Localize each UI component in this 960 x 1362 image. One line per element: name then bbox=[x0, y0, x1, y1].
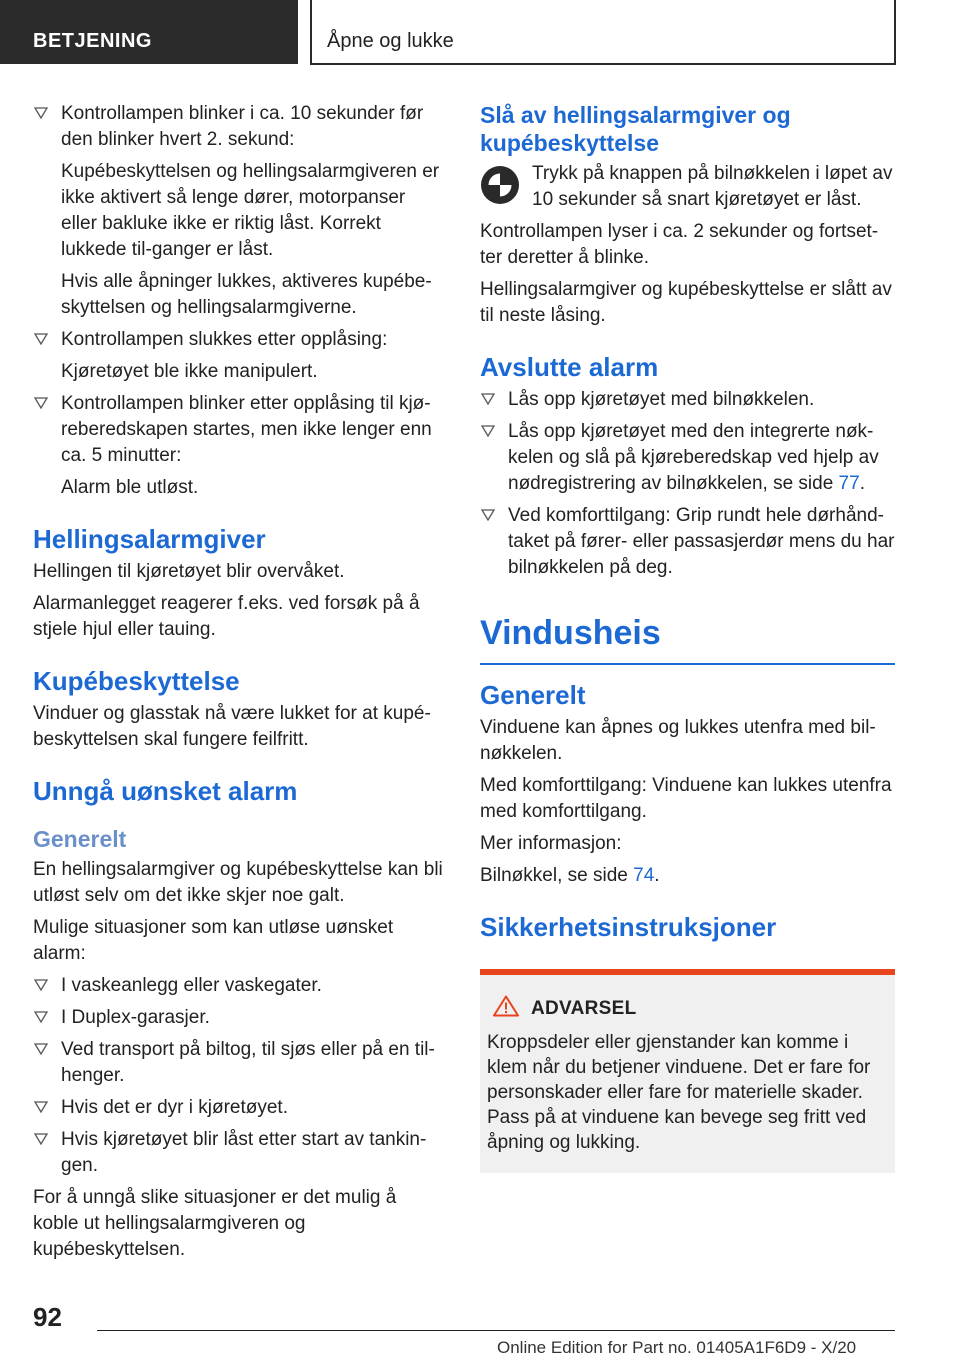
list-item-text: Kontrollampen blinker etter opplåsing til kjø-reberedskapen startes, men ikke lenger enn ca. 5 minutter: bbox=[61, 393, 432, 466]
list-item-text: Ved komforttilgang: Grip rundt hele dørhånd-taket på fører- eller passasjerdør mens du har bilnøkkelen på deg. bbox=[508, 505, 895, 578]
list-item bbox=[33, 1037, 445, 1089]
list-item-text: I vaskeanlegg eller vaskegater. bbox=[61, 975, 322, 996]
bullet-triangle-icon bbox=[481, 393, 495, 405]
paragraph: Hvis alle åpninger lukkes, aktiveres kupébe-skyttelsen og hellingsalarmgiverne. bbox=[61, 271, 432, 318]
footer-divider bbox=[97, 1330, 895, 1331]
paragraph: Alarmanlegget reagerer f.eks. ved forsøk på å stjele hjul eller tauing. bbox=[33, 593, 420, 640]
warning-text: Kroppsdeler eller gjenstander kan komme i klem når du betjener vinduene. Det er fare for personskader eller fare for materielle skader. Pass på at vinduene kan bevege seg fritt ved åpning og lukking. bbox=[487, 1032, 871, 1153]
list-item bbox=[33, 327, 445, 353]
list-item-text: Lås opp kjøretøyet med den integrerte nøk-kelen og slå på kjøreberedskap ved hjelp av nødregistrering av bilnøkkelen, se side bbox=[508, 421, 879, 494]
heading-vindusheis: Vindusheis bbox=[480, 611, 895, 665]
paragraph: Trykk på knappen på bilnøkkelen i løpet av 10 sekunder så snart kjøretøyet er låst. bbox=[532, 163, 893, 210]
punctuation: . bbox=[859, 473, 865, 494]
heading-sikkerhetsinstruksjoner: Sikkerhetsinstruksjoner bbox=[480, 912, 777, 942]
section-title: BETJENING bbox=[33, 30, 152, 52]
list-item bbox=[33, 391, 445, 469]
subheading-generelt: Generelt bbox=[33, 826, 127, 852]
warning-box bbox=[480, 969, 895, 1173]
paragraph: Hellingen til kjøretøyet blir overvåket. bbox=[33, 561, 345, 582]
list-item bbox=[33, 1127, 445, 1179]
paragraph: Kontrollampen lyser i ca. 2 sekunder og fortset-ter deretter å blinke. bbox=[480, 221, 879, 268]
warning-title: ADVARSEL bbox=[531, 997, 637, 1019]
list-item bbox=[480, 503, 895, 581]
right-column bbox=[480, 101, 895, 1173]
heading-generelt: Generelt bbox=[480, 680, 586, 710]
list-item bbox=[33, 1005, 445, 1031]
bullet-triangle-icon bbox=[481, 509, 495, 521]
page-link[interactable]: 74 bbox=[633, 865, 655, 886]
bmw-step bbox=[480, 161, 895, 213]
bullet-triangle-icon bbox=[481, 425, 495, 437]
list-item bbox=[480, 387, 895, 413]
paragraph: Med komforttilgang: Vinduene kan lukkes utenfra med komforttilgang. bbox=[480, 775, 892, 822]
bullet-triangle-icon bbox=[34, 107, 48, 119]
warning-header bbox=[493, 995, 887, 1022]
heading-avslutte-alarm: Avslutte alarm bbox=[480, 352, 659, 382]
paragraph: Vinduer og glasstak nå være lukket for at kupé-beskyttelsen skal fungere feilfritt. bbox=[33, 703, 431, 750]
list-item-text: Hvis kjøretøyet blir låst etter start av tankin-gen. bbox=[61, 1129, 427, 1176]
heading-sla-av: Slå av hellingsalarmgiver og kupébeskyttelse bbox=[480, 102, 791, 156]
paragraph: Alarm ble utløst. bbox=[61, 477, 199, 498]
situation-list bbox=[33, 973, 445, 1179]
paragraph: Kupébeskyttelsen og hellingsalarmgiveren er ikke aktivert så lenge dører, motorpanser eller bakluke ikke er riktig låst. Korrekt lukkede til-ganger er låst. bbox=[61, 161, 440, 260]
list-item-text: Ved transport på biltog, til sjøs eller på en til-henger. bbox=[61, 1039, 435, 1086]
page-number: 92 bbox=[33, 1302, 62, 1332]
chapter-title: Åpne og lukke bbox=[327, 30, 454, 52]
footer-edition: Online Edition for Part no. 01405A1F6D9 - X/20 bbox=[497, 1338, 857, 1357]
heading-unnga-alarm: Unngå uønsket alarm bbox=[33, 776, 298, 806]
chapter-tab bbox=[310, 0, 896, 65]
list-item bbox=[33, 101, 445, 153]
page-link[interactable]: 77 bbox=[838, 473, 860, 494]
bullet-triangle-icon bbox=[34, 1101, 48, 1113]
paragraph: Vinduene kan åpnes og lukkes utenfra med bil-nøkkelen. bbox=[480, 717, 876, 764]
punctuation: . bbox=[654, 865, 660, 886]
bullet-triangle-icon bbox=[34, 1133, 48, 1145]
heading-hellingsalarmgiver: Hellingsalarmgiver bbox=[33, 524, 266, 554]
paragraph: Hellingsalarmgiver og kupébeskyttelse er slått av til neste låsing. bbox=[480, 279, 892, 326]
paragraph: Kjøretøyet ble ikke manipulert. bbox=[61, 361, 318, 382]
paragraph: Mer informasjon: bbox=[480, 833, 622, 854]
bullet-triangle-icon bbox=[34, 979, 48, 991]
bmw-logo-icon bbox=[480, 165, 520, 205]
list-item bbox=[480, 419, 895, 497]
paragraph-text: Bilnøkkel, se side bbox=[480, 865, 634, 886]
list-item-text: Kontrollampen blinker i ca. 10 sekunder før den blinker hvert 2. sekund: bbox=[61, 103, 424, 150]
bullet-triangle-icon bbox=[34, 1043, 48, 1055]
bullet-triangle-icon bbox=[34, 397, 48, 409]
list-item bbox=[33, 1095, 445, 1121]
warning-triangle-icon bbox=[493, 995, 519, 1022]
paragraph: Mulige situasjoner som kan utløse uønsket alarm: bbox=[33, 917, 394, 964]
left-column bbox=[33, 101, 445, 1269]
bullet-triangle-icon bbox=[34, 1011, 48, 1023]
list-item bbox=[33, 973, 445, 999]
section-tab bbox=[0, 0, 298, 64]
list-item-text: Hvis det er dyr i kjøretøyet. bbox=[61, 1097, 288, 1118]
list-item-text: Lås opp kjøretøyet med bilnøkkelen. bbox=[508, 389, 815, 410]
paragraph: En hellingsalarmgiver og kupébeskyttelse kan bli utløst selv om det ikke skjer noe galt. bbox=[33, 859, 443, 906]
bullet-triangle-icon bbox=[34, 333, 48, 345]
paragraph: For å unngå slike situasjoner er det mulig å koble ut hellingsalarmgiveren og kupébeskyttelsen. bbox=[33, 1187, 397, 1260]
list-item-text: I Duplex-garasjer. bbox=[61, 1007, 210, 1028]
list-item-text: Kontrollampen slukkes etter opplåsing: bbox=[61, 329, 388, 350]
paragraph bbox=[480, 863, 895, 889]
heading-kupebeskyttelse: Kupébeskyttelse bbox=[33, 666, 240, 696]
